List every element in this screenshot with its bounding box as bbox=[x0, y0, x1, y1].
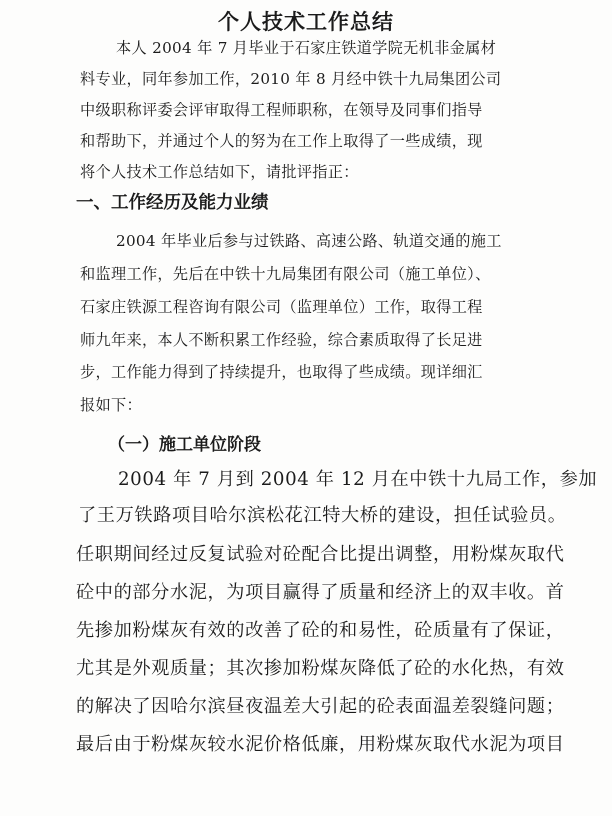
section-paragraph-line-5: 步，工作能力得到了持续提升，也取得了些成绩。现详细汇 bbox=[80, 363, 483, 381]
section-paragraph-line-6: 报如下： bbox=[80, 396, 142, 414]
subsection-paragraph-line-7: 的解决了因哈尔滨昼夜温差大引起的砼表面温差裂缝问题； bbox=[76, 696, 565, 717]
intro-line-5: 将个人技术工作总结如下，请批评指正： bbox=[80, 163, 359, 181]
section-paragraph-line-2: 和监理工作，先后在中铁十九局集团有限公司（施工单位）、 bbox=[80, 265, 491, 283]
subsection-paragraph-line-1: 2004 年 7 月到 2004 年 12 月在中铁十九局工作，参加 bbox=[118, 469, 598, 490]
intro-line-1: 本人 2004 年 7 月毕业于石家庄铁道学院无机非金属材 bbox=[116, 39, 497, 57]
subsection-paragraph-line-6: 尤其是外观质量；其次掺加粉煤灰降低了砼的水化热，有效 bbox=[76, 658, 565, 679]
section-paragraph-line-4: 师九年来，本人不断积累工作经验，综合素质取得了长足进 bbox=[80, 331, 483, 349]
section-paragraph-line-3: 石家庄铁源工程咨询有限公司（监理单位）工作，取得工程 bbox=[80, 298, 483, 316]
section-paragraph-line-1: 2004 年毕业后参与过铁路、高速公路、轨道交通的施工 bbox=[116, 232, 502, 250]
subsection-paragraph-line-8: 最后由于粉煤灰较水泥价格低廉，用粉煤灰取代水泥为项目 bbox=[76, 734, 565, 755]
subsection-heading: （一）施工单位阶段 bbox=[108, 435, 261, 455]
subsection-paragraph-line-2: 了王万铁路项目哈尔滨松花江特大桥的建设，担任试验员。 bbox=[78, 505, 567, 526]
intro-line-4: 和帮助下，并通过个人的努为在工作上取得了一些成绩，现 bbox=[80, 132, 483, 150]
document-title: 个人技术工作总结 bbox=[218, 9, 394, 34]
intro-line-3: 中级职称评委会评审取得工程师职称，在领导及同事们指导 bbox=[80, 101, 483, 119]
subsection-paragraph-line-4: 砼中的部分水泥，为项目赢得了质量和经济上的双丰收。首 bbox=[76, 582, 565, 603]
intro-line-2: 料专业，同年参加工作，2010 年 8 月经中铁十九局集团公司 bbox=[80, 70, 502, 88]
subsection-paragraph-line-3: 任职期间经过反复试验对砼配合比提出调整，用粉煤灰取代 bbox=[76, 544, 565, 565]
section-heading: 一、工作经历及能力业绩 bbox=[76, 193, 269, 213]
subsection-paragraph-line-5: 先掺加粉煤灰有效的改善了砼的和易性，砼质量有了保证， bbox=[76, 620, 565, 641]
